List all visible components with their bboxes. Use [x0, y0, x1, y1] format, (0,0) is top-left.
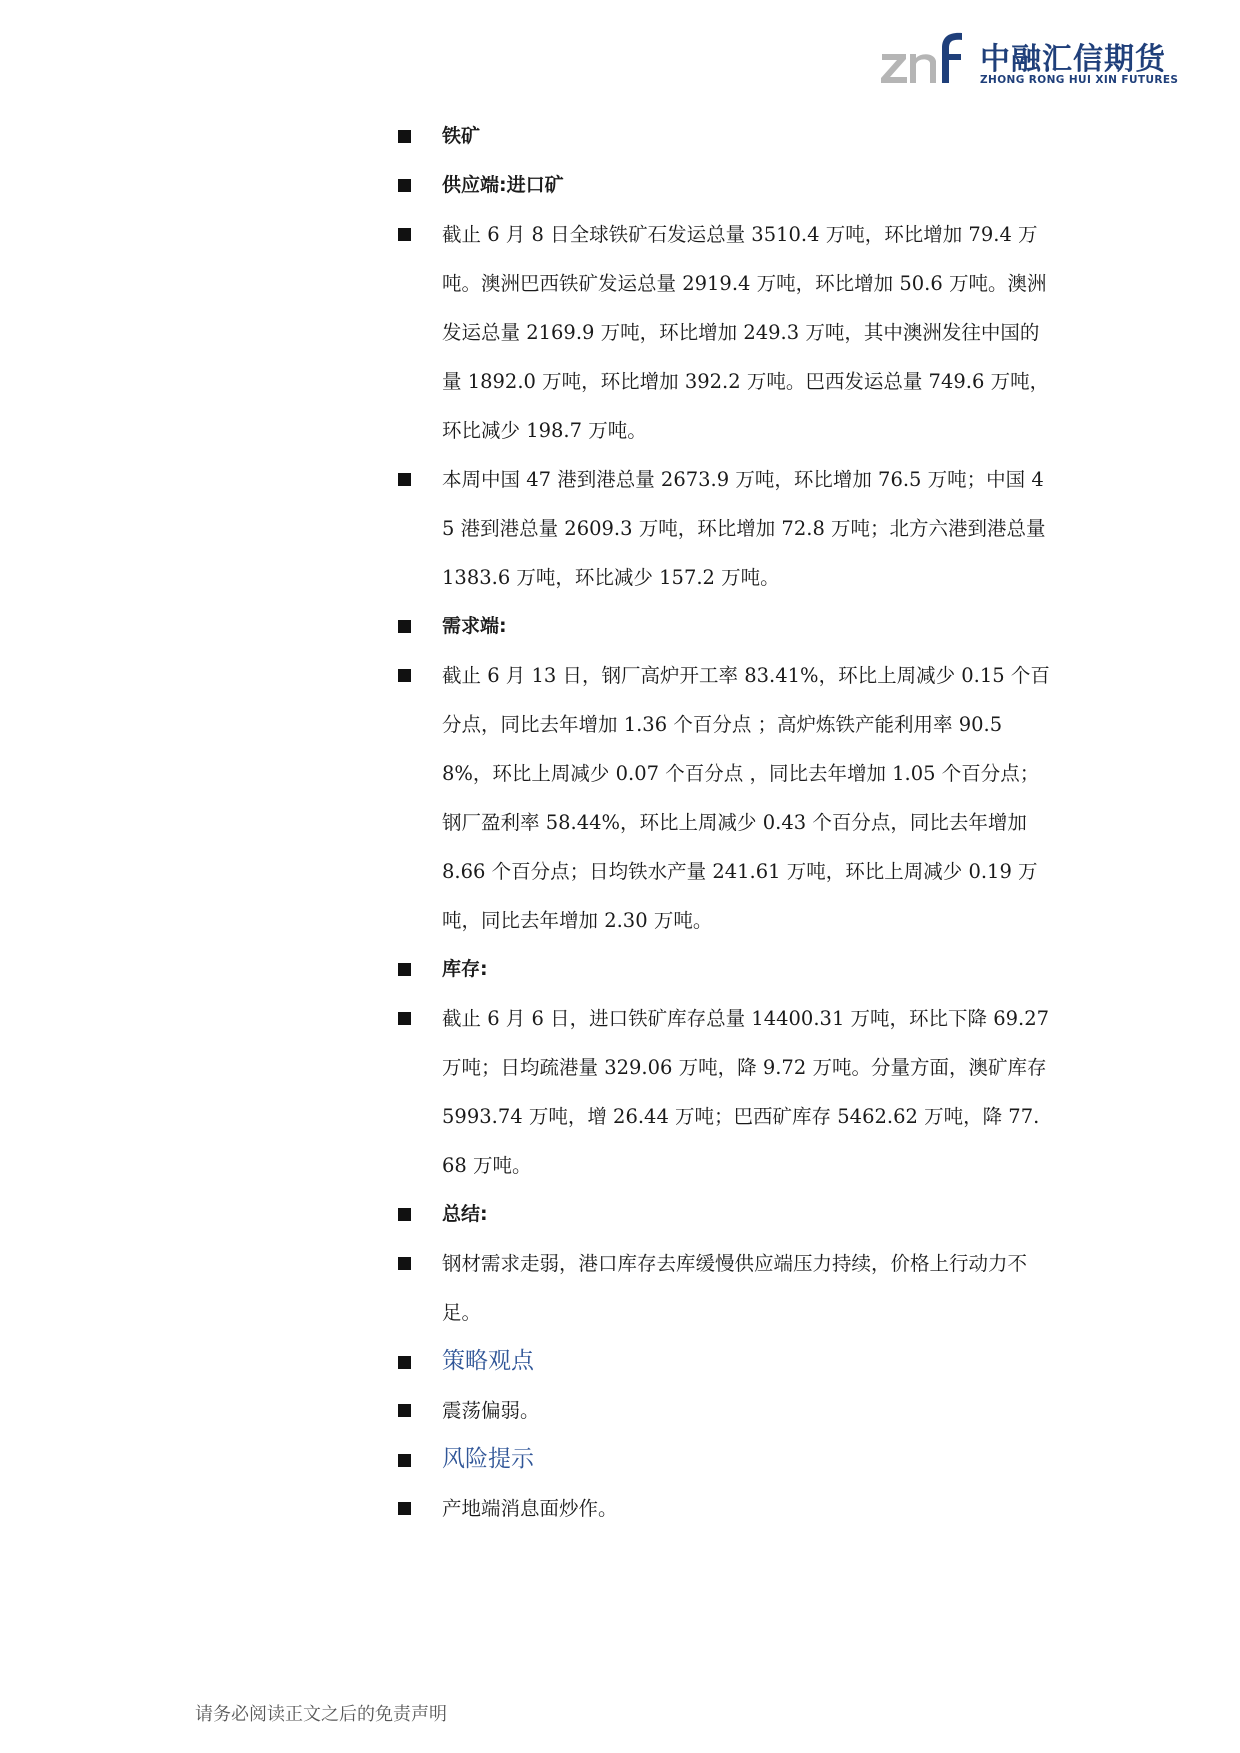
paragraph-strategy — [390, 1386, 1050, 1435]
square-bullet-icon — [398, 1257, 411, 1270]
paragraph-text: 截止 6 月 8 日全球铁矿石发运总量 3510.4 万吨，环比增加 79.4 万吨。澳洲巴西铁矿发运总量 2919.4 万吨，环比增加 50.6 万吨。澳洲发运总量 2169.9 万吨，环比增加 249.3 万吨，其中澳洲发往中国的量 1892.0 万吨，环比增加 392.2 万吨。巴西发运总量 749.6 万吨，环比减少 198.7 万吨。 — [442, 223, 1050, 442]
paragraph-text: 截止 6 月 13 日，钢厂高炉开工率 83.41%，环比上周减少 0.15 个百分点，同比去年增加 1.36 个百分点 ；高炉炼铁产能利用率 90.58%，环比上周减少 0.07 个百分点 ，同比去年增加 1.05 个百分点；钢厂盈利率 58.44%，环比上周减少 0.43 个百分点，同比去年增加 8.66 个百分点；日均铁水产量 241.61 万吨，环比上周减少 0.19 万吨，同比去年增加 2.30 万吨。 — [442, 664, 1050, 932]
paragraph-blast-furnace — [390, 651, 1050, 945]
square-bullet-icon — [398, 1356, 411, 1369]
heading-iron-ore — [390, 112, 1050, 161]
heading-text: 总结: — [442, 1203, 488, 1225]
disclaimer-footer: 请务必阅读正文之后的免责声明 — [195, 1704, 447, 1725]
square-bullet-icon — [398, 228, 411, 241]
section-title: 风险提示 — [442, 1446, 534, 1472]
heading-text: 铁矿 — [442, 125, 481, 147]
heading-summary — [390, 1190, 1050, 1239]
square-bullet-icon — [398, 179, 411, 192]
paragraph-shipments — [390, 210, 1050, 455]
section-title: 策略观点 — [442, 1348, 534, 1374]
heading-text: 供应端:进口矿 — [442, 174, 564, 196]
section-risk — [390, 1435, 1050, 1484]
report-body — [390, 112, 1050, 1533]
paragraph-text: 钢材需求走弱，港口库存去库缓慢供应端压力持续，价格上行动力不足。 — [442, 1252, 1028, 1324]
square-bullet-icon — [398, 130, 411, 143]
square-bullet-icon — [398, 1454, 411, 1467]
section-strategy — [390, 1337, 1050, 1386]
square-bullet-icon — [398, 1502, 411, 1515]
logo-chinese-name: 中融汇信期货 — [980, 42, 1166, 77]
paragraph-inventory — [390, 994, 1050, 1190]
square-bullet-icon — [398, 620, 411, 633]
heading-demand — [390, 602, 1050, 651]
paragraph-text: 震荡偏弱。 — [442, 1399, 540, 1422]
square-bullet-icon — [398, 1012, 411, 1025]
logo-english-name: ZHONG RONG HUI XIN FUTURES — [980, 74, 1179, 86]
heading-inventory — [390, 945, 1050, 994]
square-bullet-icon — [398, 1208, 411, 1221]
square-bullet-icon — [398, 473, 411, 486]
square-bullet-icon — [398, 669, 411, 682]
paragraph-port-arrivals — [390, 455, 1050, 602]
heading-text: 库存: — [442, 958, 488, 980]
heading-supply — [390, 161, 1050, 210]
paragraph-text: 截止 6 月 6 日，进口铁矿库存总量 14400.31 万吨，环比下降 69.27 万吨；日均疏港量 329.06 万吨，降 9.72 万吨。分量方面，澳矿库存 5993.74 万吨，增 26.44 万吨；巴西矿库存 5462.62 万吨，降 77.68 万吨。 — [442, 1007, 1050, 1177]
square-bullet-icon — [398, 963, 411, 976]
paragraph-risk — [390, 1484, 1050, 1533]
paragraph-text: 本周中国 47 港到港总量 2673.9 万吨，环比增加 76.5 万吨；中国 45 港到港总量 2609.3 万吨，环比增加 72.8 万吨；北方六港到港总量 1383.6 万吨，环比减少 157.2 万吨。 — [442, 468, 1046, 589]
company-logo — [880, 30, 1179, 92]
paragraph-summary — [390, 1239, 1050, 1337]
heading-text: 需求端: — [442, 615, 507, 637]
paragraph-text: 产地端消息面炒作。 — [442, 1497, 618, 1520]
znf-logo-mark-icon — [880, 30, 966, 92]
square-bullet-icon — [398, 1404, 411, 1417]
